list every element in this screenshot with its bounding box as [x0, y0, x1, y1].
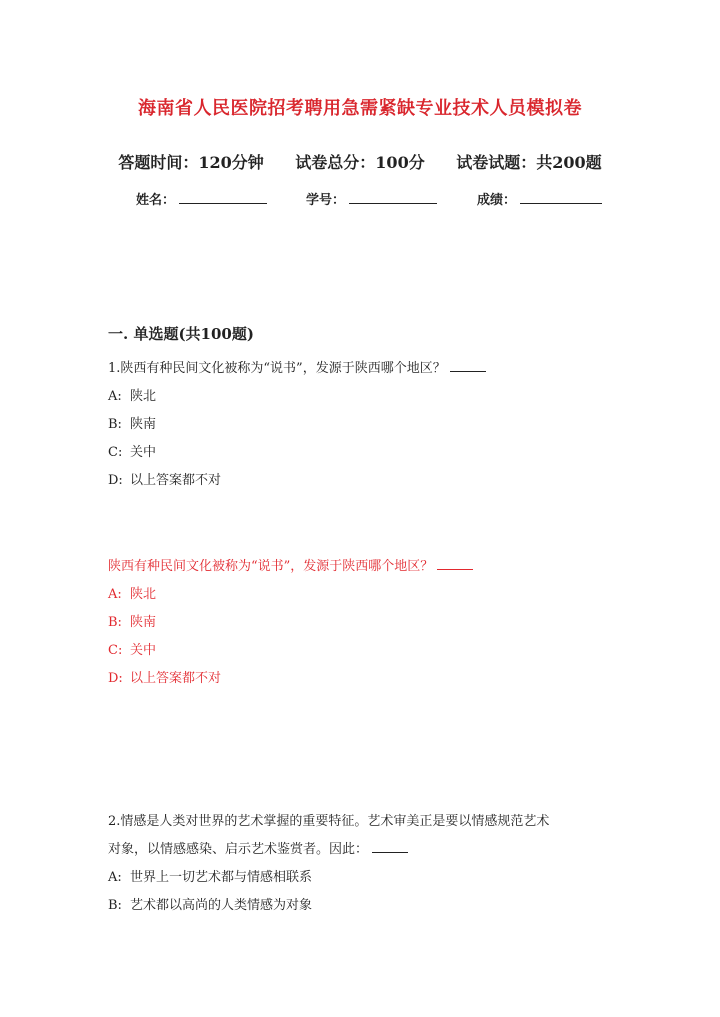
question-1-option-c	[108, 441, 156, 460]
exam-info	[0, 150, 720, 173]
option-letter: C:	[108, 445, 123, 460]
question-1-stem	[108, 357, 486, 376]
name-field	[136, 189, 267, 208]
question-1-option-a	[108, 385, 156, 404]
question-2-text: 对象，以情感感染、启示艺术鉴赏者。因此：	[108, 842, 369, 857]
exam-total-questions: 试卷试题：共200题	[456, 153, 602, 172]
option-letter: B:	[108, 615, 122, 630]
option-letter: D:	[108, 473, 123, 488]
answer-blank	[372, 840, 408, 853]
option-letter: A:	[108, 587, 122, 602]
exam-time: 答题时间：120分钟	[118, 153, 264, 172]
name-label: 姓名：	[136, 193, 176, 208]
id-label: 学号：	[306, 193, 346, 208]
answer-blank	[437, 557, 473, 570]
id-field	[306, 189, 437, 208]
exam-total-score: 试卷总分：100分	[295, 153, 425, 172]
option-text: 陕北	[130, 389, 157, 404]
question-2-option-b	[108, 894, 312, 913]
option-text: 陕北	[130, 587, 157, 602]
option-letter: B:	[108, 898, 122, 913]
answer-block-text: 陕西有种民间文化被称为“说书”，发源于陕西哪个地区？	[108, 559, 434, 574]
score-blank-line	[520, 189, 602, 204]
option-letter: B:	[108, 417, 122, 432]
option-text: 陕南	[130, 615, 157, 630]
option-text: 关中	[130, 643, 157, 658]
option-letter: A:	[108, 389, 122, 404]
answer-block-option-c	[108, 639, 156, 658]
id-blank-line	[349, 189, 437, 204]
answer-block-stem	[108, 555, 473, 574]
answer-block-option-a	[108, 583, 156, 602]
answer-block-option-b	[108, 611, 156, 630]
answer-blank	[450, 359, 486, 372]
option-text: 世界上一切艺术都与情感相联系	[130, 870, 313, 885]
option-text: 关中	[130, 445, 157, 460]
section-title: 一. 单选题(共100题)	[108, 325, 254, 343]
option-letter: C:	[108, 643, 123, 658]
question-2-stem-line-1: 2.情感是人类对世界的艺术掌握的重要特征。艺术审美正是要以情感规范艺术	[108, 814, 550, 829]
name-blank-line	[179, 189, 267, 204]
answer-block-option-d	[108, 667, 221, 686]
option-text: 陕南	[130, 417, 157, 432]
option-letter: D:	[108, 671, 123, 686]
score-label: 成绩：	[477, 193, 517, 208]
option-letter: A:	[108, 870, 122, 885]
question-2-stem-line-2	[108, 838, 408, 857]
score-field	[477, 189, 602, 208]
question-2-option-a	[108, 866, 312, 885]
option-text: 以上答案都不对	[130, 671, 222, 686]
option-text: 艺术都以高尚的人类情感为对象	[130, 898, 313, 913]
question-1-text: 1.陕西有种民间文化被称为“说书”，发源于陕西哪个地区？	[108, 361, 446, 376]
question-1-option-d	[108, 469, 221, 488]
question-1-option-b	[108, 413, 156, 432]
option-text: 以上答案都不对	[130, 473, 222, 488]
page-title: 海南省人民医院招考聘用急需紧缺专业技术人员模拟卷	[138, 98, 582, 119]
